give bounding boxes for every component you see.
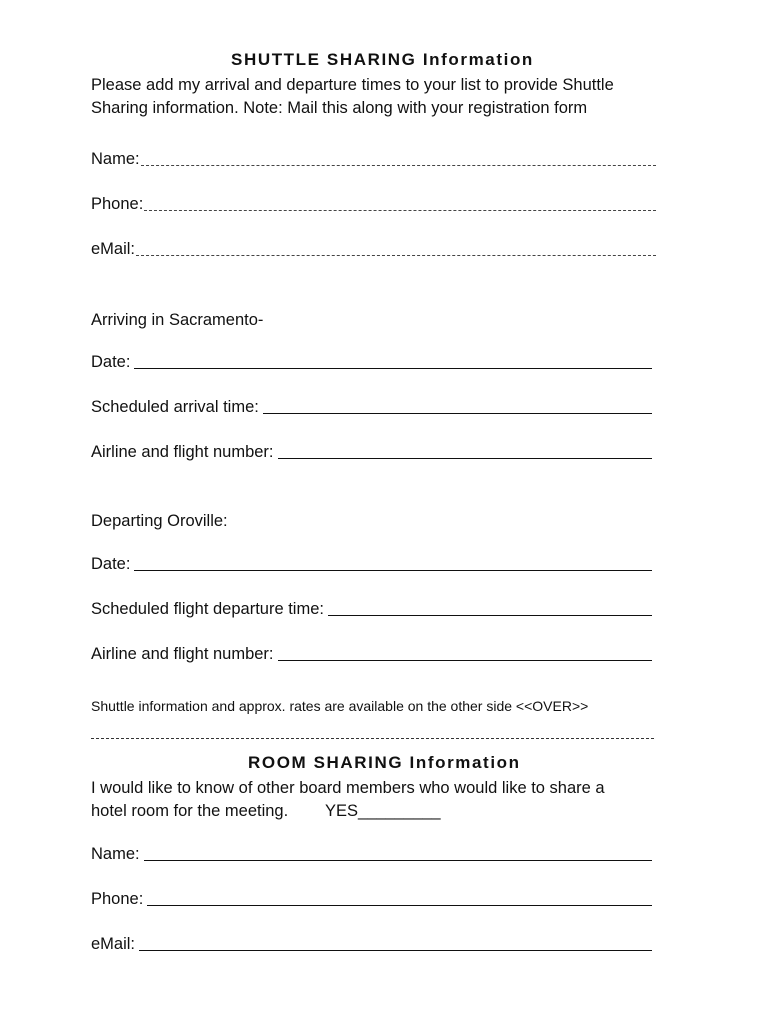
departure-time-field[interactable] — [91, 600, 652, 619]
departure-date-label: Date: — [91, 555, 131, 573]
arrival-date-label: Date: — [91, 353, 131, 371]
room-intro-line-2: hotel room for the meeting. — [91, 802, 289, 820]
section-divider — [91, 738, 654, 739]
arrival-airline-field[interactable] — [91, 443, 652, 462]
departure-date-line[interactable] — [134, 570, 652, 571]
arrival-date-field[interactable] — [91, 353, 652, 372]
arrival-airline-line[interactable] — [278, 458, 652, 459]
room-intro-line-1: I would like to know of other board members who would like to share a — [91, 779, 605, 797]
room-name-line[interactable] — [144, 860, 652, 861]
room-name-field[interactable] — [91, 845, 652, 864]
email-label: eMail: — [91, 240, 136, 258]
departure-time-line[interactable] — [328, 615, 652, 616]
name-label: Name: — [91, 150, 140, 168]
name-blank[interactable] — [141, 165, 656, 166]
email-blank[interactable] — [136, 255, 656, 256]
shuttle-email-field[interactable] — [91, 240, 656, 259]
arrival-airline-label: Airline and flight number: — [91, 443, 274, 461]
room-sharing-title: ROOM SHARING Information — [248, 753, 521, 772]
shuttle-footer-note: Shuttle information and approx. rates are available on the other side <<OVER>> — [91, 698, 589, 714]
departure-airline-label: Airline and flight number: — [91, 645, 274, 663]
arrival-time-line[interactable] — [263, 413, 652, 414]
departure-airline-field[interactable] — [91, 645, 652, 664]
shuttle-intro-line-1: Please add my arrival and departure times to your list to provide Shuttle — [91, 76, 614, 94]
room-yes-option[interactable]: YES_________ — [325, 802, 441, 820]
room-email-label: eMail: — [91, 935, 136, 953]
arrival-date-line[interactable] — [134, 368, 652, 369]
shuttle-sharing-title: SHUTTLE SHARING Information — [231, 50, 534, 69]
room-phone-label: Phone: — [91, 890, 144, 908]
arrival-time-label: Scheduled arrival time: — [91, 398, 259, 416]
room-phone-line[interactable] — [147, 905, 652, 906]
shuttle-phone-field[interactable] — [91, 195, 656, 214]
phone-blank[interactable] — [144, 210, 656, 211]
phone-label: Phone: — [91, 195, 144, 213]
shuttle-name-field[interactable] — [91, 150, 656, 169]
departure-airline-line[interactable] — [278, 660, 652, 661]
departure-date-field[interactable] — [91, 555, 652, 574]
shuttle-intro-line-2: Sharing information. Note: Mail this along with your registration form — [91, 99, 588, 117]
arrival-time-field[interactable] — [91, 398, 652, 417]
room-name-label: Name: — [91, 845, 140, 863]
room-email-field[interactable] — [91, 935, 652, 954]
room-phone-field[interactable] — [91, 890, 652, 909]
arriving-heading: Arriving in Sacramento- — [91, 311, 264, 329]
room-email-line[interactable] — [139, 950, 652, 951]
departing-heading: Departing Oroville: — [91, 512, 228, 530]
departure-time-label: Scheduled flight departure time: — [91, 600, 324, 618]
